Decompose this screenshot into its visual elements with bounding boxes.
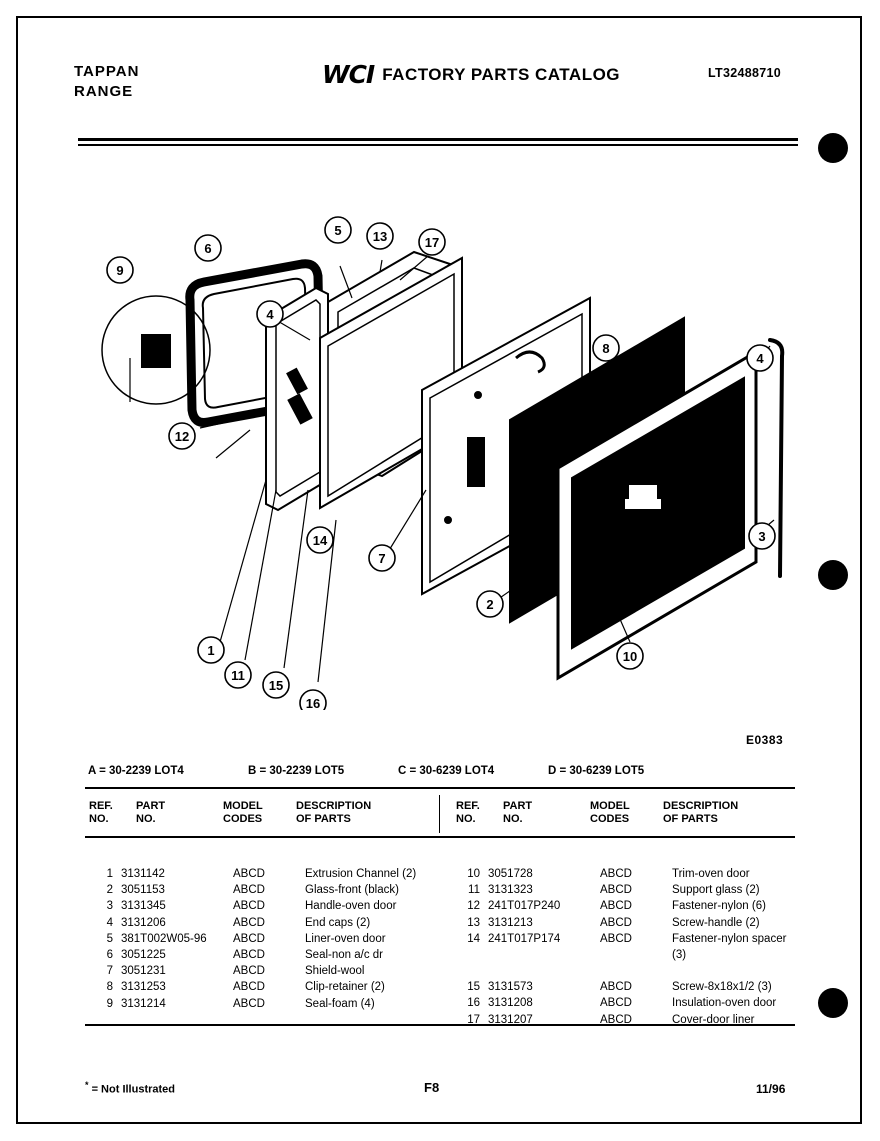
footnote-text: = Not Illustrated bbox=[91, 1083, 176, 1096]
row-ref: 10 bbox=[467, 868, 480, 880]
row-ref: 7 bbox=[106, 965, 113, 978]
row-part-number: 3051153 bbox=[121, 884, 165, 897]
callout-2: 2 bbox=[486, 597, 494, 612]
row-model-codes: ABCD bbox=[233, 868, 265, 880]
table-column-divider bbox=[439, 795, 440, 833]
header-part-line2: NO. bbox=[136, 813, 156, 825]
header-model-line1-r: MODEL bbox=[590, 800, 630, 812]
header-desc-line1: DESCRIPTION bbox=[296, 800, 372, 812]
row-part-number: 3131213 bbox=[488, 916, 533, 929]
row-ref: 2 bbox=[106, 884, 113, 897]
callout-13: 13 bbox=[372, 229, 388, 244]
footnote bbox=[85, 1080, 175, 1096]
row-ref: 16 bbox=[467, 997, 480, 1010]
figure-code: E0383 bbox=[746, 733, 784, 747]
table-row bbox=[89, 963, 434, 979]
callout-16: 16 bbox=[305, 696, 321, 710]
header-desc-line1-r: DESCRIPTION bbox=[663, 800, 739, 812]
table-row bbox=[89, 996, 434, 1012]
row-model-codes: ABCD bbox=[600, 997, 632, 1010]
catalog-title: FACTORY PARTS CATALOG bbox=[382, 64, 621, 84]
callout-7: 7 bbox=[378, 551, 386, 566]
table-header-left bbox=[89, 800, 426, 826]
table-row bbox=[89, 882, 434, 898]
row-ref: 6 bbox=[106, 949, 113, 962]
header-part-line1: PART bbox=[136, 800, 166, 812]
row-part-number: 3051728 bbox=[488, 868, 533, 880]
row-part-number: 241T017P174 bbox=[488, 932, 561, 945]
callout-8: 8 bbox=[602, 341, 610, 356]
binder-hole-bottom bbox=[818, 988, 848, 1018]
row-description: End caps (2) bbox=[305, 916, 371, 929]
header-desc-line2-r: OF PARTS bbox=[663, 813, 718, 825]
row-ref: 11 bbox=[468, 884, 480, 897]
callout-11: 11 bbox=[231, 668, 245, 683]
row-ref: 13 bbox=[467, 916, 480, 929]
header-ref-line2: NO. bbox=[89, 813, 109, 825]
header-ref-line1-r: REF. bbox=[456, 800, 480, 812]
table-row bbox=[456, 1012, 796, 1028]
header-ref-line1: REF. bbox=[89, 800, 113, 812]
row-description: Glass-front (black) bbox=[305, 884, 399, 897]
row-description: Seal-non a/c dr bbox=[305, 949, 383, 962]
header-desc-line2: OF PARTS bbox=[296, 813, 351, 825]
row-ref: 15 bbox=[467, 981, 480, 994]
table-row bbox=[456, 898, 796, 914]
row-description: Screw-handle (2) bbox=[672, 916, 760, 929]
table-row bbox=[89, 915, 434, 931]
row-description: Seal-foam (4) bbox=[305, 997, 375, 1010]
binder-hole-middle bbox=[818, 560, 848, 590]
row-description: Extrusion Channel (2) bbox=[305, 868, 417, 880]
row-part-number: 3131323 bbox=[488, 884, 533, 897]
row-ref: 12 bbox=[467, 900, 480, 913]
callout-15: 15 bbox=[268, 678, 284, 693]
row-description: Handle-oven door bbox=[305, 900, 397, 913]
header-rule-upper bbox=[78, 138, 798, 141]
header-model-line1: MODEL bbox=[223, 800, 263, 812]
row-part-number: 3131142 bbox=[121, 868, 165, 880]
model-code-c: C = 30-6239 LOT4 bbox=[398, 765, 495, 777]
table-row bbox=[89, 979, 434, 995]
row-description: Liner-oven door bbox=[305, 932, 386, 945]
row-model-codes: ABCD bbox=[600, 981, 632, 994]
table-rule-header bbox=[85, 836, 795, 838]
row-description: Shield-wool bbox=[305, 965, 365, 978]
parts-list-left bbox=[89, 866, 434, 1012]
model-code-a: A = 30-2239 LOT4 bbox=[88, 765, 184, 777]
callout-14: 14 bbox=[312, 533, 328, 548]
table-row bbox=[456, 931, 796, 963]
row-model-codes: ABCD bbox=[233, 949, 265, 962]
table-row bbox=[456, 866, 796, 882]
row-part-number: 3131345 bbox=[121, 900, 166, 913]
row-part-number: 3131214 bbox=[121, 997, 166, 1010]
row-description: Clip-retainer (2) bbox=[305, 981, 385, 994]
row-model-codes: ABCD bbox=[233, 932, 265, 945]
row-part-number: 3131208 bbox=[488, 997, 533, 1010]
row-ref: 5 bbox=[106, 932, 113, 945]
table-rule-top bbox=[85, 787, 795, 789]
row-model-codes: ABCD bbox=[233, 981, 265, 994]
model-code-legend bbox=[88, 765, 794, 777]
table-row bbox=[89, 898, 434, 914]
row-part-number: 3051231 bbox=[121, 965, 166, 978]
callout-12: 12 bbox=[174, 429, 190, 444]
row-model-codes: ABCD bbox=[233, 965, 265, 978]
row-part-number: 241T017P240 bbox=[488, 900, 561, 913]
brand-category: RANGE bbox=[74, 83, 134, 100]
table-row bbox=[89, 866, 434, 882]
header-model-line2-r: CODES bbox=[590, 813, 630, 825]
row-model-codes: ABCD bbox=[600, 900, 632, 913]
callout-5: 5 bbox=[334, 223, 342, 238]
table-row bbox=[456, 979, 796, 995]
callout-9: 9 bbox=[116, 263, 124, 278]
row-description: Trim-oven door bbox=[672, 868, 750, 880]
row-description: Insulation-oven door bbox=[672, 997, 777, 1010]
callout-10: 10 bbox=[622, 649, 638, 664]
binder-hole-top bbox=[818, 133, 848, 163]
wci-logo: WCI bbox=[322, 60, 375, 89]
row-model-codes: ABCD bbox=[600, 916, 632, 929]
exploded-parts-diagram bbox=[70, 190, 810, 710]
page-number: F8 bbox=[424, 1080, 440, 1095]
table-row bbox=[89, 947, 434, 963]
callout-4: 4 bbox=[756, 351, 764, 366]
header-ref-line2-r: NO. bbox=[456, 813, 476, 825]
publication-date: 11/96 bbox=[756, 1082, 786, 1096]
catalog-title-block bbox=[322, 60, 620, 89]
row-part-number: 3131207 bbox=[488, 1013, 533, 1026]
row-ref: 9 bbox=[106, 997, 113, 1010]
footnote-mark: * bbox=[85, 1080, 89, 1090]
row-ref: 4 bbox=[106, 916, 113, 929]
row-ref: 1 bbox=[106, 868, 113, 880]
model-code-d: D = 30-6239 LOT5 bbox=[548, 765, 645, 777]
row-part-number: 3131253 bbox=[121, 981, 166, 994]
model-code-b: B = 30-2239 LOT5 bbox=[248, 765, 345, 777]
row-description: Support glass (2) bbox=[672, 884, 760, 897]
row-model-codes: ABCD bbox=[233, 900, 265, 913]
table-row bbox=[456, 915, 796, 931]
callout-4-dup: 4 bbox=[266, 307, 274, 322]
table-row bbox=[89, 931, 434, 947]
row-model-codes: ABCD bbox=[233, 916, 265, 929]
callout-6: 6 bbox=[204, 241, 212, 256]
row-ref: 3 bbox=[106, 900, 113, 913]
table-row bbox=[456, 995, 796, 1011]
row-part-number: 3131206 bbox=[121, 916, 166, 929]
row-description: Screw-8x18x1/2 (3) bbox=[672, 981, 772, 994]
table-row bbox=[456, 882, 796, 898]
row-ref: 17 bbox=[467, 1013, 480, 1026]
row-model-codes: ABCD bbox=[233, 884, 265, 897]
document-code: LT32488710 bbox=[708, 66, 781, 80]
row-part-number: 3131573 bbox=[488, 981, 533, 994]
row-ref: 14 bbox=[467, 932, 480, 945]
row-model-codes: ABCD bbox=[600, 868, 632, 880]
row-description: Cover-door liner bbox=[672, 1013, 755, 1026]
table-header-right bbox=[456, 800, 793, 826]
row-model-codes: ABCD bbox=[233, 997, 265, 1010]
header-part-line1-r: PART bbox=[503, 800, 533, 812]
brand-block bbox=[74, 62, 139, 102]
row-part-number: 3051225 bbox=[121, 949, 166, 962]
row-model-codes: ABCD bbox=[600, 1013, 632, 1026]
parts-list-right bbox=[456, 866, 796, 1028]
row-description: Fastener-nylon spacer (3) bbox=[672, 932, 787, 962]
callout-1: 1 bbox=[207, 643, 215, 658]
row-description: Fastener-nylon (6) bbox=[672, 900, 766, 913]
header-part-line2-r: NO. bbox=[503, 813, 523, 825]
row-model-codes: ABCD bbox=[600, 884, 632, 897]
row-part-number: 381T002W05-96 bbox=[121, 932, 207, 945]
header-model-line2: CODES bbox=[223, 813, 263, 825]
brand-name: TAPPAN bbox=[74, 63, 140, 80]
row-model-codes: ABCD bbox=[600, 932, 632, 945]
callout-17: 17 bbox=[424, 235, 440, 250]
table-row-spacer bbox=[456, 963, 796, 979]
row-ref: 8 bbox=[106, 981, 113, 994]
callout-3: 3 bbox=[758, 529, 766, 544]
header-rule-lower bbox=[78, 144, 798, 146]
